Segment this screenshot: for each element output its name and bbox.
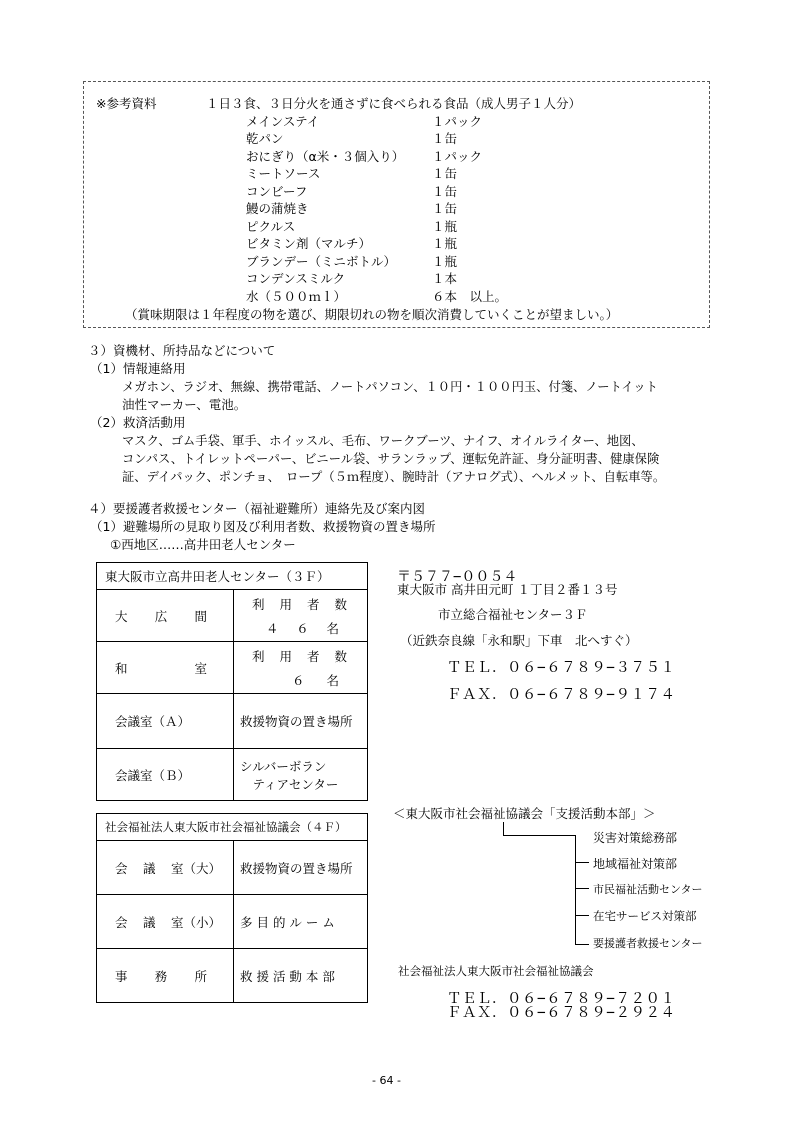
- fax-2: ＦＡＸ．０６−６７８９−２９２４: [447, 1005, 676, 1021]
- org-header: ＜東大阪市社会福祉協議会「支援活動本部」＞: [393, 806, 656, 821]
- room-cell: 大 広 間: [97, 590, 234, 642]
- reference-label: ※参考資料: [96, 96, 157, 111]
- fax-1: ＦＡＸ．０６−６７８９−９１７４: [447, 687, 676, 703]
- section4-sub1: （1）避難場所の見取り図及び利用者数、救援物資の置き場所: [90, 519, 436, 534]
- food-qty: １パック: [432, 149, 483, 164]
- usage-cell: 多 目 的 ル ー ム: [234, 895, 368, 949]
- room-cell: 会 議 室（大）: [97, 841, 234, 895]
- food-qty: １パック: [432, 114, 483, 129]
- reference-box: [83, 81, 710, 328]
- section4-area: ①西地区……高井田老人センター: [110, 537, 296, 552]
- org-branch: 災害対策総務部: [593, 831, 678, 845]
- page-number: - 64 -: [372, 1074, 401, 1087]
- food-name: 乾パン: [246, 131, 284, 146]
- usage-cell: 利 用 者 数 ６ 名: [234, 642, 368, 694]
- usage-cell: 救援物資の置き場所: [234, 694, 368, 749]
- room-cell: 会議室（Ａ）: [97, 694, 234, 749]
- access: （近鉄奈良線「永和駅」下車 北へすぐ）: [400, 633, 638, 648]
- food-name: ミートソース: [246, 166, 321, 181]
- section3-sub2-line: コンパス、トイレットペーパー、ビニール袋、サランラップ、運転免許証、身分証明書、健康保険: [122, 452, 660, 466]
- org-branch: 在宅サービス対策部: [593, 909, 697, 923]
- food-name: メインステイ: [246, 114, 320, 129]
- table-title: 東大阪市立高井田老人センター（３Ｆ）: [97, 563, 368, 590]
- usage-cell: 利 用 者 数 ４ ６ 名: [234, 590, 368, 642]
- food-qty: １瓶: [432, 254, 458, 269]
- food-name: おにぎり（α米・３個入り）: [246, 149, 405, 164]
- food-qty: １缶: [432, 131, 458, 146]
- food-qty: １瓶: [432, 219, 458, 234]
- usage-cell: 救 援 活 動 本 部: [234, 949, 368, 1003]
- section3-sub1: （1）情報連絡用: [90, 361, 186, 376]
- section3-sub1-line: 油性マーカー、電池。: [122, 397, 247, 412]
- usage-cell: 救援物資の置き場所: [234, 841, 368, 895]
- building: 市立総合福祉センター３Ｆ: [438, 607, 588, 622]
- reference-note: （賞味期限は１年程度の物を選び、期限切れの物を順次消費していくことが望ましい。）: [125, 307, 619, 322]
- food-qty: １瓶: [432, 236, 458, 251]
- room-cell: 会 議 室（小）: [97, 895, 234, 949]
- tel-2: ＴＥＬ．０６−６７８９−７２０１: [447, 991, 676, 1007]
- org-branch: 要援護者救援センター: [593, 937, 703, 950]
- section3-sub1-line: メガホン、ラジオ、無線、携帯電話、ノートパソコン、１０円・１００円玉、付箋、ノートイット: [122, 380, 658, 394]
- room-cell: 会議室（Ｂ）: [97, 749, 234, 801]
- table-title: 社会福祉法人東大阪市社会福祉協議会（４Ｆ）: [97, 814, 368, 841]
- food-qty: １缶: [432, 201, 458, 216]
- address: 東大阪市 高井田元町 １丁目２番１３号: [397, 582, 618, 597]
- org-name: 社会福祉法人東大阪市社会福祉協議会: [398, 964, 594, 978]
- room-cell: 和 室: [97, 642, 234, 694]
- section3-sub2-line: 証、デイパック、ポンチョ、 ロープ（５ｍ程度）、腕時計（アナログ式）、ヘルメット、自転車等。: [122, 470, 666, 484]
- facility-table-2: [96, 813, 368, 1003]
- org-branch: 市民福祉活動センター: [593, 883, 703, 896]
- section3-title: ３）資機材、所持品などについて: [88, 343, 276, 358]
- facility-table-1: [96, 562, 368, 801]
- tel-1: ＴＥＬ．０６−６７８９−３７５１: [447, 660, 676, 676]
- section4-title: ４）要援護者救援センター（福祉避難所）連絡先及び案内図: [88, 501, 426, 516]
- food-name: ビタミン剤（マルチ）: [246, 236, 372, 251]
- usage-cell: シルバーボラン ティアセンター: [234, 749, 368, 801]
- food-qty: １本: [432, 271, 458, 286]
- food-name: コンビーフ: [246, 184, 308, 199]
- reference-heading: １日３食、３日分火を通さずに食べられる食品（成人男子１人分）: [206, 96, 582, 111]
- section3-sub2-line: マスク、ゴム手袋、軍手、ホイッスル、毛布、ワークブーツ、ナイフ、オイルライター、地図、: [122, 434, 644, 448]
- food-name: ブランデー（ミニボトル）: [246, 254, 397, 269]
- food-qty: １缶: [432, 184, 458, 199]
- org-branch: 地域福祉対策部: [593, 857, 678, 871]
- food-qty: ６本 以上。: [432, 289, 508, 304]
- section3-sub2: （2）救済活動用: [90, 415, 186, 430]
- food-name: コンデンスミルク: [246, 271, 346, 286]
- postal-code: 〒５７７−００５４: [397, 569, 518, 585]
- food-name: 水（５００ｍｌ）: [246, 289, 347, 304]
- room-cell: 事 務 所: [97, 949, 234, 1003]
- food-qty: １缶: [432, 166, 458, 181]
- food-name: 鰻の蒲焼き: [246, 201, 309, 216]
- food-name: ピクルス: [246, 219, 296, 234]
